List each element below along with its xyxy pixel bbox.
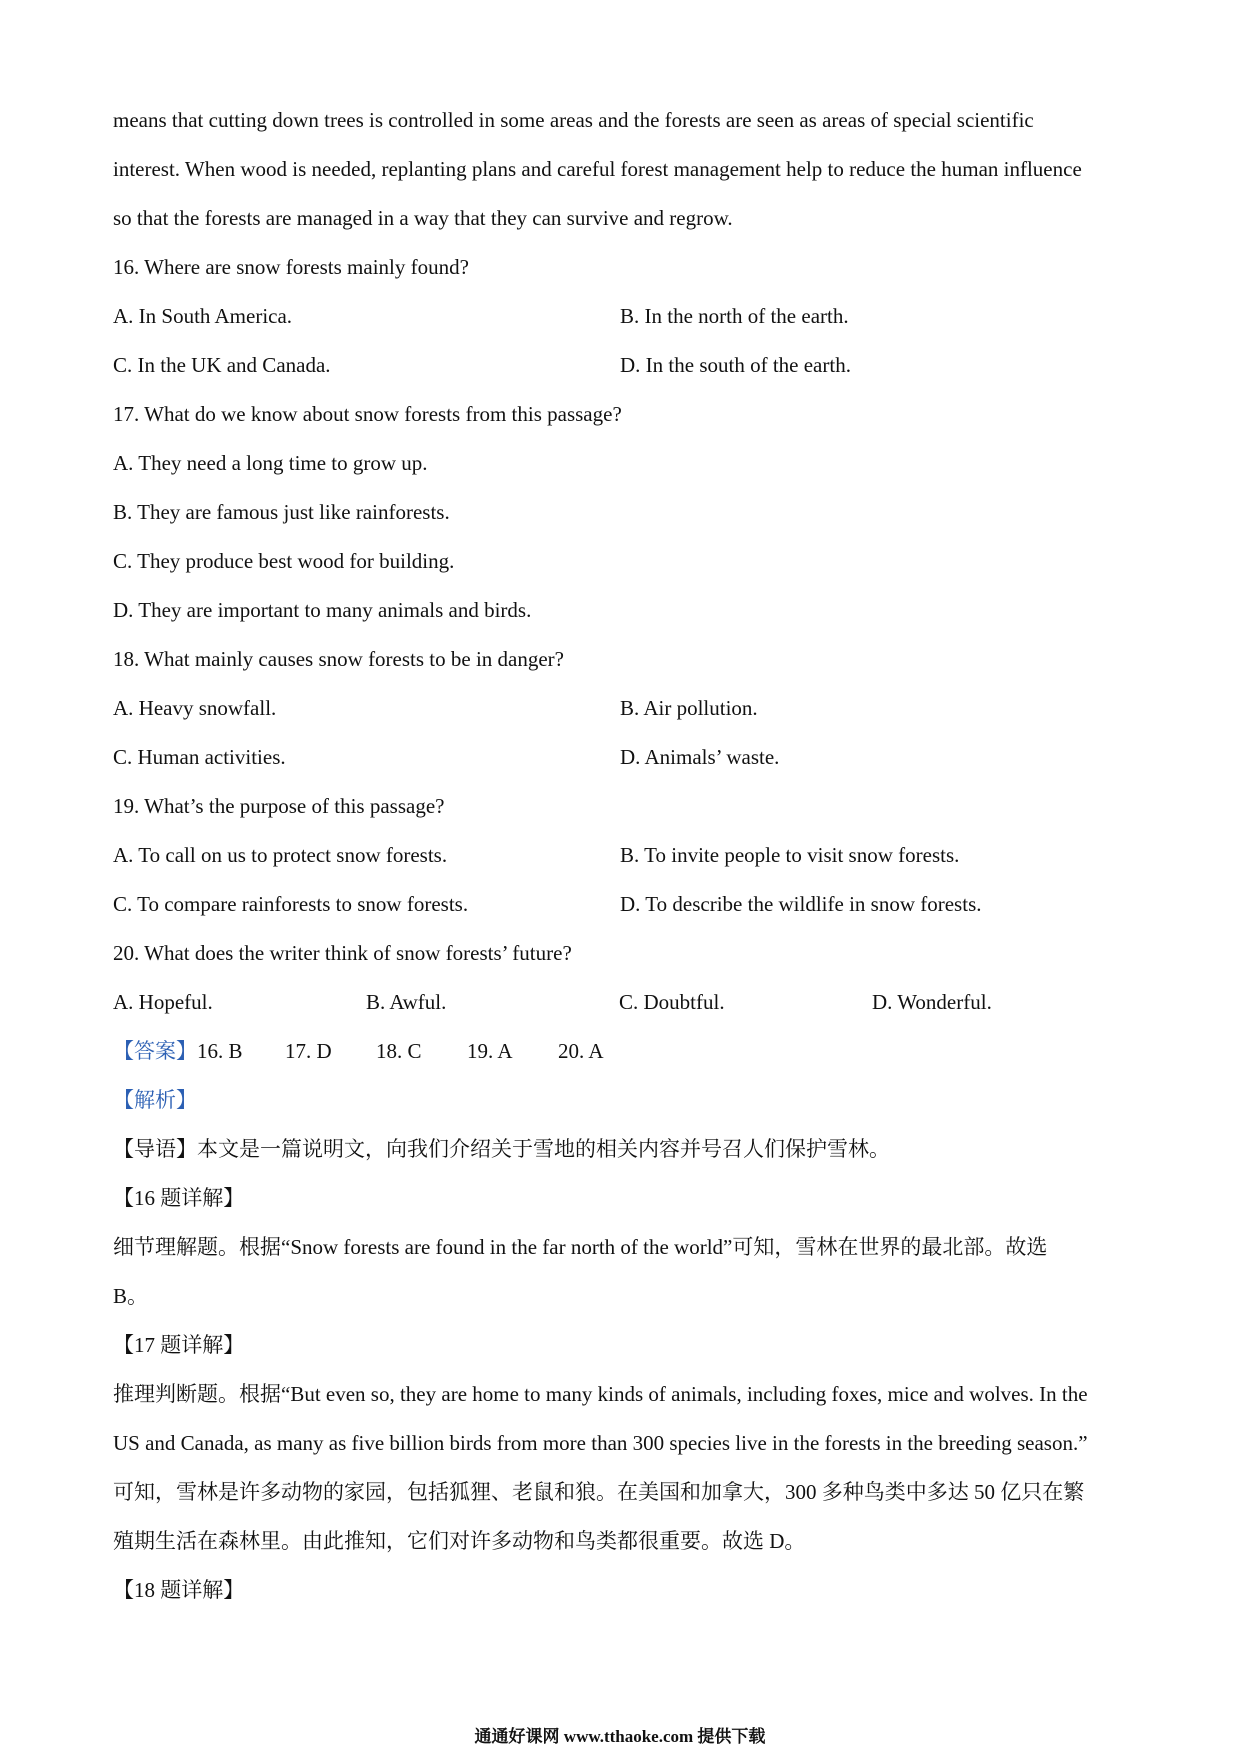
- passage-line: so that the forests are managed in a way that they can survive and regrow.: [113, 206, 733, 230]
- option: C. To compare rainforests to snow forests.: [113, 892, 469, 916]
- option-row: [113, 733, 1133, 782]
- option: A. Hopeful.: [113, 990, 213, 1014]
- guide-text: 【导语】本文是一篇说明文，向我们介绍关于雪地的相关内容并号召人们保护雪林。: [113, 1137, 890, 1161]
- analysis-label: 【解析】: [113, 1088, 197, 1112]
- option: D. Wonderful.: [872, 990, 992, 1014]
- option: D. In the south of the earth.: [620, 353, 851, 377]
- detail-line: 可知，雪林是许多动物的家园，包括狐狸、老鼠和狼。在美国和加拿大，300 多种鸟类中多达 50 亿只在繁: [113, 1480, 1085, 1504]
- answer-item: 17. D: [285, 1039, 332, 1063]
- question-stem: 17. What do we know about snow forests from this passage?: [113, 402, 622, 426]
- detail-line: B。: [113, 1284, 149, 1308]
- detail-heading: 【17 题详解】: [113, 1333, 245, 1357]
- question-stem: 19. What’s the purpose of this passage?: [113, 794, 445, 818]
- answer-item: 16. B: [197, 1039, 243, 1063]
- option-row: [113, 831, 1133, 880]
- option: B. Air pollution.: [620, 696, 758, 720]
- option-row: [113, 684, 1133, 733]
- option: A. In South America.: [113, 304, 293, 328]
- answer-label: 【答案】: [113, 1039, 197, 1063]
- option: D. Animals’ waste.: [620, 745, 780, 769]
- answer-item: 20. A: [558, 1039, 604, 1063]
- option: D. They are important to many animals and birds.: [113, 598, 532, 622]
- option: B. To invite people to visit snow forests.: [620, 843, 960, 867]
- option: C. They produce best wood for building.: [113, 549, 455, 573]
- option-row: [113, 978, 1133, 1027]
- question-stem: 18. What mainly causes snow forests to be in danger?: [113, 647, 564, 671]
- detail-line: 细节理解题。根据“Snow forests are found in the far north of the world”可知，雪林在世界的最北部。故选: [113, 1235, 1048, 1259]
- option: A. To call on us to protect snow forests.: [113, 843, 448, 867]
- option: B. Awful.: [366, 990, 447, 1014]
- answer-item: 19. A: [467, 1039, 513, 1063]
- passage-line: means that cutting down trees is controlled in some areas and the forests are seen as areas of special scientific: [113, 108, 1034, 132]
- option: C. Doubtful.: [619, 990, 725, 1014]
- option: B. They are famous just like rainforests.: [113, 500, 450, 524]
- option: D. To describe the wildlife in snow forests.: [620, 892, 982, 916]
- footer-watermark: 通通好课网 www.tthaoke.com 提供下载: [474, 1727, 766, 1746]
- detail-line: 殖期生活在森林里。由此推知，它们对许多动物和鸟类都很重要。故选 D。: [113, 1529, 806, 1553]
- option: C. Human activities.: [113, 745, 286, 769]
- passage-line: interest. When wood is needed, replanting plans and careful forest management help to reduce the human influence: [113, 157, 1082, 181]
- question-stem: 20. What does the writer think of snow forests’ future?: [113, 941, 572, 965]
- detail-heading: 【18 题详解】: [113, 1578, 245, 1602]
- detail-line: US and Canada, as many as five billion birds from more than 300 species live in the forests in the breeding season.”: [113, 1431, 1088, 1455]
- option: A. Heavy snowfall.: [113, 696, 277, 720]
- option: B. In the north of the earth.: [620, 304, 849, 328]
- detail-heading: 【16 题详解】: [113, 1186, 245, 1210]
- document-page: [113, 96, 1133, 1615]
- option-row: [113, 341, 1133, 390]
- option-row: [113, 292, 1133, 341]
- answer-row: [113, 1027, 1133, 1076]
- option-row: [113, 880, 1133, 929]
- answer-item: 18. C: [376, 1039, 422, 1063]
- question-stem: 16. Where are snow forests mainly found?: [113, 255, 469, 279]
- option: A. They need a long time to grow up.: [113, 451, 428, 475]
- detail-line: 推理判断题。根据“But even so, they are home to many kinds of animals, including foxes, mice and wolves. In the: [113, 1382, 1088, 1406]
- option: C. In the UK and Canada.: [113, 353, 331, 377]
